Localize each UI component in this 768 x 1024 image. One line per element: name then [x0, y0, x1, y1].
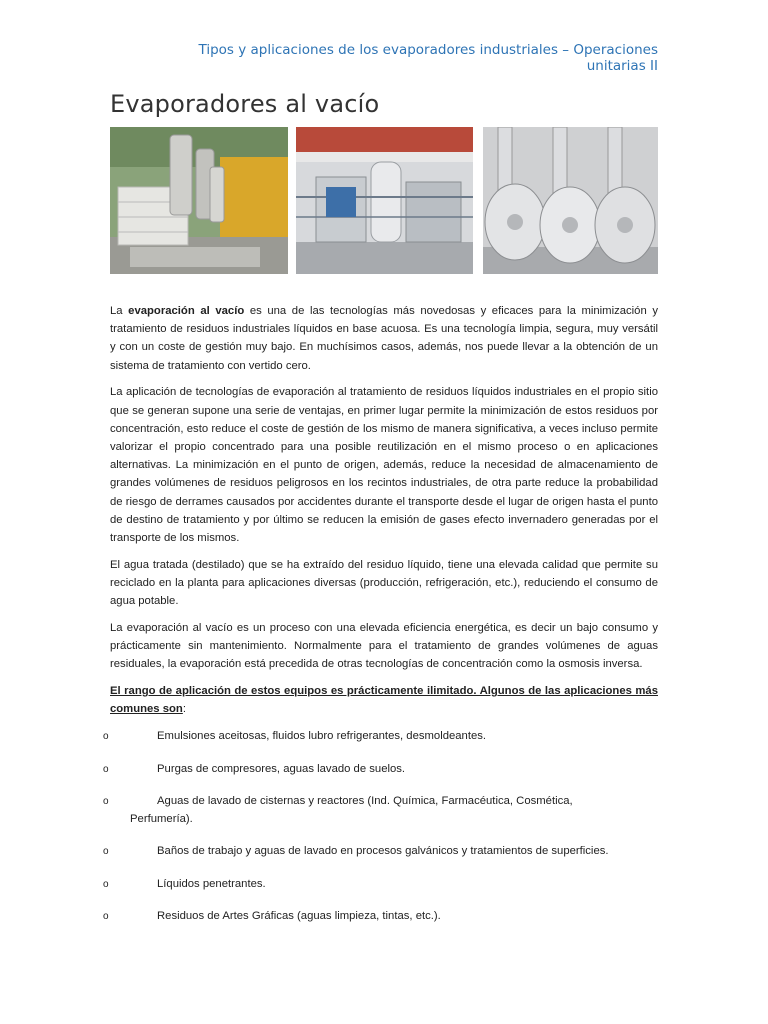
- list-item: o Purgas de compresores, aguas lavado de suelos.: [110, 761, 658, 779]
- applications-list: [103, 728, 658, 926]
- bullet-marker: o: [103, 763, 109, 775]
- list-item: o Emulsiones aceitosas, fluidos lubro refrigerantes, desmoldeantes.: [110, 728, 658, 746]
- photo-strip: [110, 127, 658, 274]
- paragraph-applications-lead: El rango de aplicación de estos equipos es prácticamente ilimitado. Algunos de las aplicaciones más comunes son:: [110, 684, 658, 716]
- stainless-evaporator-tanks-photo: [483, 127, 658, 274]
- paragraph-efficiency: La evaporación al vacío es un proceso con una elevada eficiencia energética, es decir un bajo consumo y prácticamente sin mantenimiento. Normalmente para el tratamiento de grandes volúmenes de aguas residuales, la evaporación está precedida de otras tecnologías de concentración como la osmosis inversa.: [110, 621, 658, 671]
- list-item: o Residuos de Artes Gráficas (aguas limpieza, tintas, etc.).: [110, 908, 658, 926]
- header-line-1: Tipos y aplicaciones de los evaporadores industriales – Operaciones: [198, 42, 658, 58]
- bullet-marker: o: [103, 878, 109, 890]
- header-line-2: unitarias II: [586, 58, 658, 74]
- page-title: Evaporadores al vacío: [110, 90, 380, 118]
- bullet-marker: o: [103, 731, 109, 743]
- outdoor-evaporator-plant-photo: [110, 127, 288, 274]
- bullet-marker: o: [103, 796, 109, 808]
- list-item: o Líquidos penetrantes.: [110, 876, 658, 894]
- bullet-marker: o: [103, 911, 109, 923]
- bullet-marker: o: [103, 846, 109, 858]
- indoor-evaporator-plant-photo: [296, 127, 473, 274]
- bold-term: evaporación al vacío: [128, 305, 245, 317]
- paragraph-advantages: La aplicación de tecnologías de evaporación al tratamiento de residuos líquidos industriales en el propio sitio que se generan supone una serie de ventajas, en primer lugar permite la minimización de estos residuos por concentración, esto reduce el coste de gestión de los mismo de manera significativa, a veces incluso permite valorizar el propio concentrado para una posible reutilización en el mismo proceso o en aplicaciones alternativas. La minimización en el punto de origen, además, reduce la necesidad de almacenamiento de grandes volúmenes de residuos peligrosos en los recintos industriales, de otra parte reduce la probabilidad de riesgo de derrames causados por accidentes durante el transporte desde el lugar de origen hasta el punto de destino de tratamiento y por último se reducen la emisión de gases efecto invernadero generadas por el transporte de los mismos.: [110, 386, 658, 544]
- article-body: [103, 302, 658, 941]
- running-header: [110, 42, 658, 74]
- paragraph-intro: La evaporación al vacío es una de las tecnologías más novedosas y eficaces para la minimización y tratamiento de residuos industriales líquidos en base acuosa. Es una tecnología limpia, segura, muy versátil y con un coste de gestión muy bajo. En muchísimos casos, además, nos puede llevar a la obtención de un sistema de tratamiento con vertido cero.: [110, 305, 658, 372]
- paragraph-treated-water: El agua tratada (destilado) que se ha extraído del residuo líquido, tiene una elevada calidad que permite su reciclado en la planta para aplicaciones diversas (producción, refrigeración, etc.), reduciendo el consumo de agua potable.: [110, 558, 658, 608]
- list-item: o Aguas de lavado de cisternas y reactores (Ind. Química, Farmacéutica, Cosmética, Perfumería).: [103, 795, 573, 825]
- list-item: o Baños de trabajo y aguas de lavado en procesos galvánicos y tratamientos de superficies.: [110, 843, 658, 861]
